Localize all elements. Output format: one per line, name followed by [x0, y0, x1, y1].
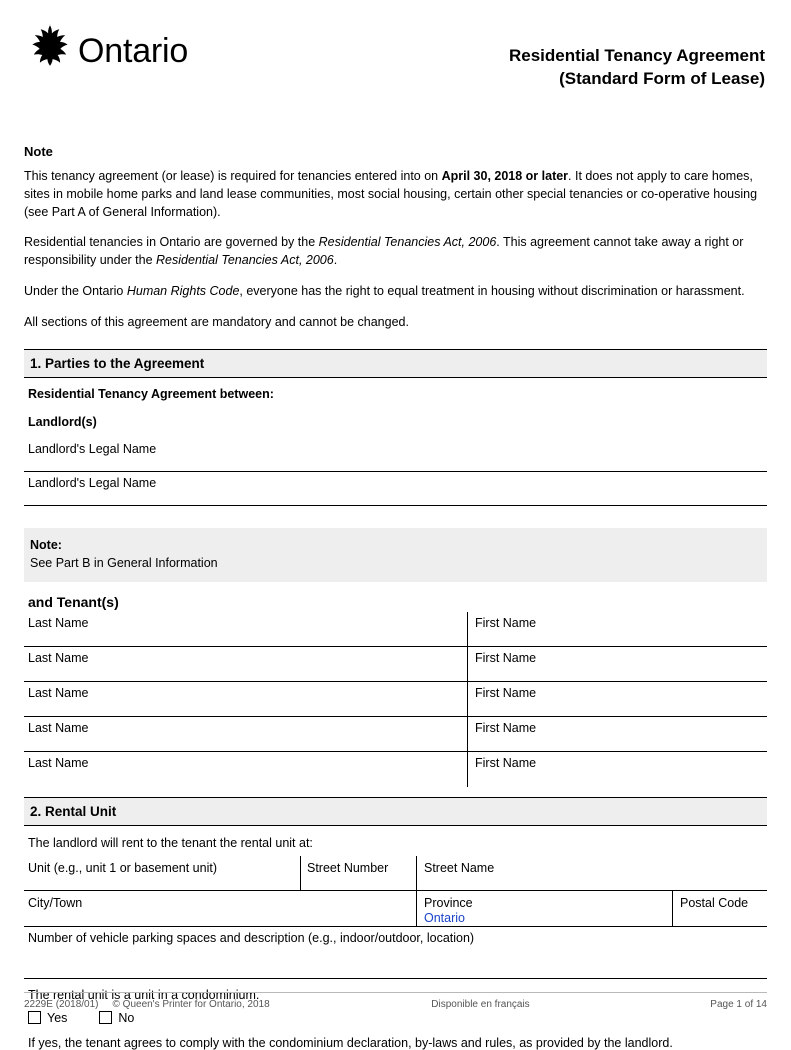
note-heading: Note — [24, 144, 53, 159]
landlord-note-text: See Part B in General Information — [30, 556, 218, 571]
copyright-text: © Queen's Printer for Ontario, 2018 — [112, 999, 270, 1010]
parking-input-row[interactable] — [24, 957, 767, 979]
section-header-parties: 1. Parties to the Agreement — [24, 349, 767, 378]
agreement-between-label: Residential Tenancy Agreement between: — [28, 387, 274, 402]
tenant-first-name-label: First Name — [475, 615, 537, 630]
tenant-rows — [24, 612, 767, 787]
landlord-note-box — [24, 528, 767, 581]
note-p1-bold: April 30, 2018 or later — [441, 169, 569, 183]
page-footer — [24, 992, 767, 1010]
row-divider — [467, 682, 468, 716]
brand-name: Ontario — [78, 32, 189, 70]
condo-no-label: No — [118, 1010, 135, 1025]
page-number: Page 1 of 14 — [710, 999, 767, 1010]
parking-label: Number of vehicle parking spaces and description (e.g., indoor/outdoor, location) — [28, 930, 475, 945]
tenant-last-name-label: Last Name — [28, 755, 89, 770]
street-name-label: Street Name — [424, 860, 495, 875]
tenant-last-name-label: Last Name — [28, 685, 89, 700]
condominium-choice-row — [28, 1011, 767, 1025]
row-divider — [416, 891, 417, 926]
note-paragraph-2 — [24, 234, 767, 270]
ontario-brand — [24, 22, 188, 68]
row-divider — [467, 612, 468, 646]
note-p2-b: . This agreement cannot take away a right or responsibility under the — [24, 235, 744, 267]
document-title-line1: Residential Tenancy Agreement — [508, 46, 765, 65]
landlord-name-row[interactable] — [24, 438, 767, 472]
address-row-2[interactable] — [24, 891, 767, 927]
note-p2-italic-1: Residential Tenancies Act, 2006 — [318, 235, 497, 250]
landlord-name-row[interactable] — [24, 472, 767, 506]
unit-label: Unit (e.g., unit 1 or basement unit) — [28, 860, 217, 875]
postal-code-label: Postal Code — [680, 895, 749, 910]
rental-unit-intro: The landlord will rent to the tenant the rental unit at: — [28, 835, 313, 850]
parking-label-row — [24, 927, 767, 957]
tenant-row[interactable] — [24, 717, 767, 752]
tenant-first-name-label: First Name — [475, 720, 537, 735]
document-title — [509, 22, 767, 91]
note-paragraph-1 — [24, 168, 767, 221]
condo-yes-checkbox[interactable] — [28, 1011, 41, 1024]
note-p3-italic: Human Rights Code — [126, 283, 240, 298]
address-row-1[interactable] — [24, 856, 767, 891]
tenant-row[interactable] — [24, 647, 767, 682]
tenant-row[interactable] — [24, 752, 767, 787]
note-p1-a: This tenancy agreement (or lease) is required for tenancies entered into on — [24, 169, 442, 183]
section-header-rental-unit: 2. Rental Unit — [24, 797, 767, 826]
condominium-question: The rental unit is a unit in a condominium. — [28, 987, 260, 1002]
note-p1-b: . It does not apply to care homes, sites in mobile home parks and land lease communities, most social housing, certain other special tenancies or co-operative housing (see Part A of General Information). — [24, 169, 758, 219]
row-divider — [467, 717, 468, 751]
row-divider — [300, 856, 301, 890]
page-header — [24, 22, 767, 100]
note-p2-italic-2: Residential Tenancies Act, 2006 — [156, 253, 334, 267]
province-value[interactable]: Ontario — [424, 910, 465, 925]
street-number-label: Street Number — [307, 860, 389, 875]
landlord-note-title: Note: — [30, 538, 62, 553]
tenant-row[interactable] — [24, 682, 767, 717]
note-paragraph-4: All sections of this agreement are mandatory and cannot be changed. — [24, 314, 409, 329]
tenants-heading: and Tenant(s) — [28, 593, 119, 610]
row-divider — [467, 752, 468, 787]
condo-no-checkbox[interactable] — [99, 1011, 112, 1024]
landlord-legal-name-label: Landlord's Legal Name — [28, 442, 157, 457]
document-title-line2: (Standard Form of Lease) — [559, 69, 765, 89]
condominium-note: If yes, the tenant agrees to comply with the condominium declaration, by-laws and rules, as provided by the landlord. — [28, 1035, 673, 1050]
note-p2-c: . — [333, 253, 338, 267]
tenant-first-name-label: First Name — [475, 685, 537, 700]
ontario-trillium-logo — [28, 22, 72, 68]
note-paragraph-3 — [24, 283, 767, 301]
city-town-label: City/Town — [28, 895, 83, 910]
row-divider — [467, 647, 468, 681]
tenant-first-name-label: First Name — [475, 755, 537, 770]
tenant-first-name-label: First Name — [475, 650, 537, 665]
tenant-row[interactable] — [24, 612, 767, 647]
tenant-last-name-label: Last Name — [28, 720, 89, 735]
landlords-heading: Landlord(s) — [28, 415, 97, 430]
tenant-last-name-label: Last Name — [28, 615, 89, 630]
note-p3-b: , everyone has the right to equal treatment in housing without discrimination or harassment. — [239, 283, 745, 298]
note-p3-a: Under the Ontario — [24, 283, 127, 298]
landlord-legal-name-label: Landlord's Legal Name — [28, 476, 157, 491]
condo-yes-label: Yes — [47, 1010, 68, 1025]
form-code: 2229E (2018/01) — [24, 999, 99, 1010]
province-label: Province — [424, 895, 473, 910]
row-divider — [416, 856, 417, 890]
note-p2-a: Residential tenancies in Ontario are governed by the — [24, 235, 319, 250]
tenant-last-name-label: Last Name — [28, 650, 89, 665]
footer-left — [24, 999, 344, 1010]
row-divider — [672, 891, 673, 926]
french-availability: Disponible en français — [431, 999, 530, 1010]
